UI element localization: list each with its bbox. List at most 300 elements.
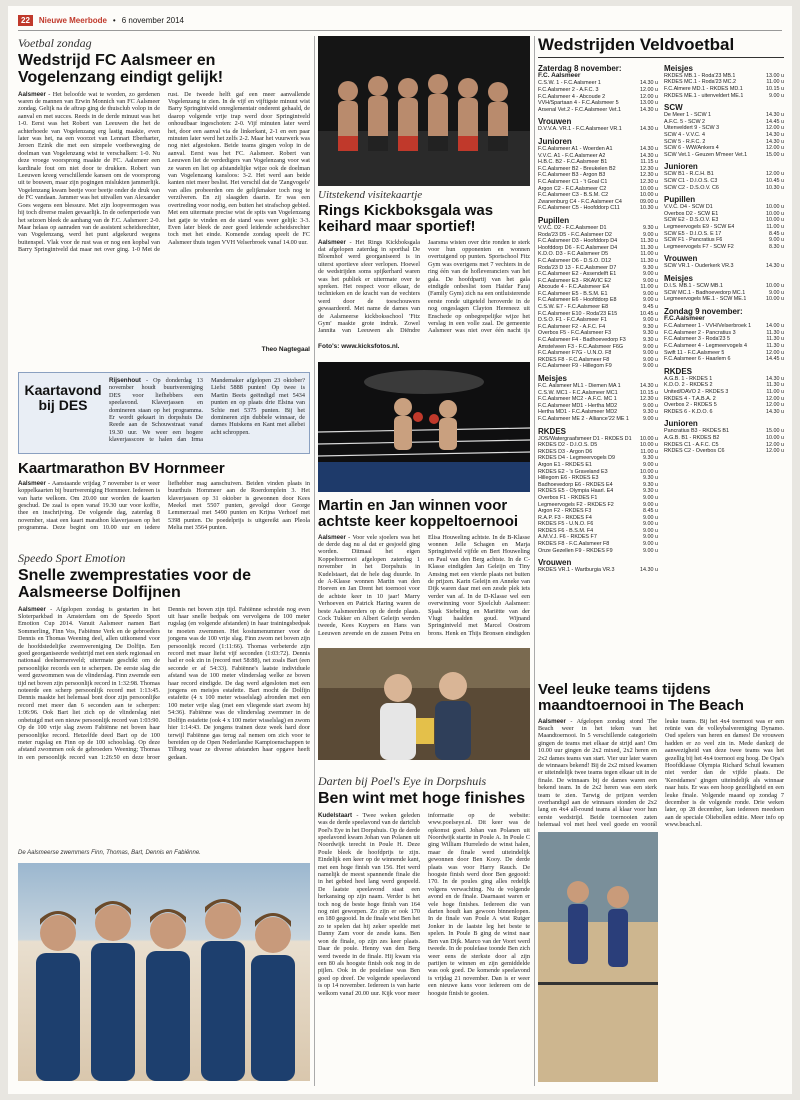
match-time: 10.30 u: [766, 184, 784, 191]
column-divider-left: [314, 36, 315, 1086]
article-voetbal-byline: Theo Nagtegaal: [261, 345, 310, 353]
match-time: 13.00 u: [766, 72, 784, 79]
match-row: [538, 330, 658, 337]
match-time: 9.30 u: [643, 475, 658, 482]
match-row: [664, 185, 784, 192]
match-teams: Roda'23 D5 - F.C.Aalsmeer D2: [538, 231, 612, 238]
match-row: [538, 344, 658, 351]
match-teams: RKDES F6 - B.S.M. F4: [538, 527, 594, 534]
match-teams: Argon C2 - F.C.Aalsmeer C2: [538, 185, 607, 192]
match-time: 8.30 u: [769, 243, 784, 250]
match-time: 8.45 u: [643, 508, 658, 515]
match-time: 15.00 u: [766, 151, 784, 158]
match-time: 10.00 u: [640, 185, 658, 192]
match-time: 10.00 u: [640, 442, 658, 449]
match-time: 9.30 u: [643, 409, 658, 416]
match-row: [538, 383, 658, 390]
match-row: [538, 337, 658, 344]
article-darts-body: [318, 812, 530, 1080]
match-teams: RKDES F8 - F.C.Aalsmeer F8: [538, 356, 610, 363]
results-group-heading: Junioren: [664, 162, 698, 172]
match-time: 14.30 u: [766, 132, 784, 138]
match-row: [538, 304, 658, 311]
match-row: [538, 455, 658, 462]
match-teams: RKDES D4 - Legmeervogels D9: [538, 455, 615, 462]
match-teams: RKDES 4 - T.A.B.A. 2: [664, 395, 716, 402]
match-teams: F.C.Aalsmeer 1 - VVH/Velserbroek 1: [664, 323, 752, 330]
match-time: 9.00 u: [643, 415, 658, 422]
match-time: 10.00 u: [640, 192, 658, 199]
match-row: [664, 171, 784, 178]
match-time: 12.00 u: [766, 441, 784, 448]
match-row: [664, 389, 784, 396]
match-row: [664, 86, 784, 93]
match-time: 12.30 u: [640, 165, 658, 172]
article-beach-lead: Aalsmeer: [538, 717, 566, 725]
match-teams: C.S.W. E7 - F.C.Aalsmeer E8: [538, 304, 609, 311]
match-time: 9.00 u: [643, 541, 658, 548]
article-voetbal-label: Voetbal zondag: [18, 36, 92, 50]
match-teams: F.C.Aalsmeer 4 - Abcoude 2: [538, 93, 606, 100]
results-title: Wedstrijden Veldvoetbal: [538, 36, 784, 58]
kickboxing-ring-photo: [318, 362, 530, 492]
match-teams: RKDES D3 - Argon D6: [538, 448, 593, 455]
match-time: 9.00 u: [643, 534, 658, 541]
match-time: 9.00 u: [769, 237, 784, 244]
match-time: 14.30 u: [766, 263, 784, 270]
match-time: 14.30 u: [766, 375, 784, 382]
match-time: 9.00 u: [643, 231, 658, 238]
match-row: [538, 238, 658, 245]
match-teams: F.C.Aalsmeer E6 - Hoofddorp E8: [538, 297, 617, 304]
match-teams: Argon E1 - RKDES E1: [538, 461, 592, 468]
match-row: [664, 119, 784, 126]
match-time: 12.00 u: [640, 87, 658, 94]
results-group-heading: Meisjes: [664, 273, 693, 283]
article-kaartmarathon-text: - Aanstaande vrijdag 7 november is er weer koppelkaarten bij buurtvereniging Hornmeer. Iedereen is van harte welkom. Om 20.00 uur worden de kaarten geschud. De zaal is open vanaf 19.30 uur voor koffie, thee en inschrijving. De volgende dag, zaterdag 8 november, staat een kaart marathon klaverjassen op het programma. Deze begint om 10.00 uur en iedere liefhebber mag aanschuiven. Beiden vinden plaats in buurthuis Hornmeer aan de Roerdomplein 3. Het klaverjassen op 31 oktober is gewonnen door Kees Meekel met 5507 punten, gevolgd door George Lemmerzaal met 5490 punten en Krijna Verhoef met 5398 punten. De poedelprijs is uitgereikt aan Pleola Melia met 3564 punten.: [18, 479, 310, 532]
match-time: 9.00 u: [643, 547, 658, 554]
match-teams: Badhoevedorp E6 - RKDES E4: [538, 481, 613, 488]
match-row: [664, 244, 784, 251]
match-row: [538, 100, 658, 107]
match-time: 14.45 u: [766, 118, 784, 125]
page-number: 22: [18, 15, 33, 26]
match-teams: V.V.C. D2 - F.C.Aalsmeer D1: [538, 224, 607, 231]
match-teams: Overbos F5 - F.C.Aalsmeer F3: [538, 330, 612, 337]
match-time: 14.30 u: [766, 138, 784, 145]
match-row: [538, 192, 658, 199]
match-row: [664, 237, 784, 244]
match-teams: Legmeervogels F2 - RKDES F2: [538, 501, 614, 508]
match-row: [664, 350, 784, 357]
match-time: 14.30 u: [640, 567, 658, 574]
match-teams: F.C.Aalsmeer 6 - Haarlem 6: [664, 356, 731, 363]
column-divider-right: [534, 36, 535, 1086]
match-teams: Hertha MD1 - F.C.Aalsmeer MD2: [538, 409, 618, 416]
match-time: 12.00 u: [766, 145, 784, 152]
match-time: 9.30 u: [643, 481, 658, 488]
match-teams: A.F.C. 5 - SCW 2: [664, 118, 706, 125]
fighters-group-illustration: [318, 36, 530, 186]
match-row: [538, 107, 658, 114]
match-row: [538, 567, 658, 574]
match-time: 14.30 u: [766, 408, 784, 415]
match-row: [538, 179, 658, 186]
match-row: [538, 146, 658, 153]
match-row: [538, 278, 658, 285]
match-teams: SCW MC.1 - Badhoevedorp MC.1: [664, 289, 746, 296]
match-row: [538, 324, 658, 331]
match-row: [664, 145, 784, 152]
match-row: [538, 205, 658, 212]
match-teams: Zwanenburg C4 - F.C.Aalsmeer C4: [538, 198, 622, 205]
match-teams: F.C.Aalsmeer MD1 - Hertha MD2: [538, 402, 618, 409]
match-time: 12.00 u: [640, 93, 658, 100]
article-kaartavond-lead: Rijsenhout: [109, 377, 141, 384]
results-group-heading: Vrouwen: [538, 117, 572, 127]
match-row: [664, 93, 784, 100]
match-teams: F.C.Aalsmeer C5 - Hoofddorp C11: [538, 205, 620, 212]
beach-volleyball-photo: [538, 832, 658, 1082]
match-time: 11.15 u: [640, 159, 658, 166]
article-kaartmarathon-body: [18, 480, 310, 542]
match-time: 13.00 u: [640, 100, 658, 107]
match-teams: Hoofddorp D6 - F.C.Aalsmeer D4: [538, 244, 618, 251]
results-group-heading: Zaterdag 8 november:: [538, 63, 622, 73]
match-row: [538, 153, 658, 160]
match-time: 11.00 u: [640, 448, 658, 455]
results-group-heading: RKDES: [538, 426, 567, 436]
article-kaartmarathon: [18, 461, 310, 546]
article-voetbal: [18, 36, 310, 371]
match-time: 9.30 u: [643, 488, 658, 495]
match-teams: SCW E5 - D.I.O.S. E 17: [664, 230, 722, 237]
results-group-heading: Zondag 9 november:: [664, 306, 743, 316]
publication-name: Nieuwe Meerbode: [38, 15, 107, 25]
match-teams: Amstelveen F3 - F.C.Aalsmeer F6G: [538, 343, 624, 350]
match-teams: F.C.Aalsmeer E10 - Roda'23 E15: [538, 310, 618, 317]
match-time: 9.00 u: [769, 92, 784, 99]
article-darts-text: - Twee weken geleden was de derde speelavond van de dartclub Poel's Eye in het Dorpshuis. Op de derde speelavond kwam Johan van Polanen uit Noordwijk terecht in Poule H. Deze Poule bleek de hoofdprijs te zijn. Eindelijk een keer op de winnende kant, met een hoge finish van 156. Het werd namelijk de meest spannende finale die in het gebied heel lang werd gespeeld. De laatste speelavond staat een herkansing op zijn naam. Verder is het toch nog de beste hoge finish van 164 nog niet geworpen. Zo zijn er ook 170 en 180 gegooid. In de finale wist Ben het zo te spelen dat hij zeker speelde met Danny Zam voor de zesde kans. Ben won de finale, op zijn zes keer plaats. Daar de poule. Henny van den Berg werd tweede in de finale. Hij kwam via een 80 als hoogste finish ook nog in de pijlen. Ook in de poulefase was Ben goed op dreef. De volgende speelavond is op 14 november. Iedereen is van harte welkom vanaf 20.00 uur. Kijk voor meer informatie op de website: www.poelseye.nl. Dit keer was de opkomst goed. Johan van Polanen uit Noordwijk startte in Poule A. In Poule C ging William Hurreledo de winst halen, maar de finale werd uiteindelijk gewonnen door Ben Kooy. De derde plaats was voor Harry Rauch. De hoogste finish werd door Ben gegooid: 170. In de poules ging alles redelijk volgens verwachting. Nu de volgende avond en de finale. Daarnaast waren er vele hoge finishes. Iedereen die van darten houdt kan gewoon binnenlopen. In de finale van Poule A wist Rutger Jonker in de laatste leg het beste te spelen. In Poule B ging de winst naar Ben van Dijk. Marco van der Voort werd tweede. In de poulefase toonde Ben zich weer eens de sterkste door al zijn partijen te winnen en zijn gemiddelde was ook goed. De komende speelavond is vrijdag 21 november. Dan is er weer een nieuwe kans voor iedereen om de hoogste finish te gooien.: [318, 811, 530, 997]
match-teams: SCW E2 - D.S.O.V. E3: [664, 217, 719, 224]
match-row: [664, 296, 784, 303]
match-row: [538, 502, 658, 509]
match-row: [664, 204, 784, 211]
match-row: [538, 350, 658, 357]
match-time: 14.45 u: [766, 356, 784, 363]
match-time: 12.00 u: [766, 171, 784, 178]
match-row: [538, 265, 658, 272]
match-time: 10.00 u: [766, 435, 784, 441]
article-kickboxing-title: Rings Kickboksgala was keihard maar sportief!: [318, 202, 494, 235]
match-row: [538, 482, 658, 489]
match-row: [664, 330, 784, 337]
article-swim-text: - Afgelopen zondag is gestarten in het Sloterparkbad in Amsterdam om de Speedo Sport Emotion Cup 2014. Vanuit Aalsmeer namen Bart Sommerling, Finn Vos, Fabiënne Verk en de gebroeders Dennis en Thomas Weening deel, allen uitkomend voor de hoofdstedelijke zwemvereniging De Dolfijn. Een goed georganiseerde wedstrijd met een sterk regionaal en nationaal deelnemersveld; uitermate geschikt om de persoonlijke records een te scherpen. De eerste slag die werd gezwommen was de vlinderslag. Finn zwemde een tijd net boven zijn persoonlijk record in 1:32:98. Thomas noteerde een scherp persoonlijk record met 1:13:45. Dennis maakte het helemaal bont door zijn persoonlijke record met meer dan 6 seconden aan te scherpen: 1:06:96. Ook Bart liet zich op de vlinderslag niet onbetuigd met een nieuw persoonlijk record van 1:03:90. Op de 100 vrije slag zwom Fabiënne net boven haar persoonlijke record. Hetzelfde deed Bart op de 100 meter rugslag en Finn op de 100 schoolslag. Op deze afstand zwommen ook de gebroeders Weening; Thomas in een persoonlijk record van 1:26:50 en deze broer Dennis net boven zijn tijd. Fabiënne schreide nog even uit haar snelle bedpak om vervolgens de 100 meter rugslag (en volgende afstanden) in haar trainingsbedpak te moeten zwemmen. Het kostumenummer voor de jongens was de 100 vrije slag. Finn zwom net boven zijn persoonlijk record (1:11:66). Thomas verbeterde zijn record met maar liefst vijf seconden (1:03:72). Dennis had er ook zin in (record met 58:88), net zoals Bart (een seconde er af 54:33). Fabiënne's laatste individuele afstand was de 100 meter vlinderslag welke ze boven haar record eindigde. De dag werd afgesloten met een jongens en meisjes estafette. Bart mocht de Dolfijn estafette (4 x 100 meter wisselslag) afronden met een 100 meter vrije slag (met een vliegende start zwom hij 54:36). Fabiënne was de vlinderslag zwemmer in de Dolfijn estafette (ook 4 x 100 meter wisselslag) en zwom hier 1:14:43. De jongens trainen deze week hard door terwijl Fabiënne gas terug zal nemen om zich voor te bereiden op de Open Nederlandse Kampioenschappen te Tilburg waar ze diverse afstanden haar opgave heeft gedaan.: [18, 605, 310, 761]
match-time: 12.00 u: [766, 125, 784, 132]
match-row: [664, 402, 784, 409]
match-row: [664, 231, 784, 238]
match-row: [538, 469, 658, 476]
match-time: 12.00 u: [766, 402, 784, 409]
match-time: 8.45 u: [769, 230, 784, 237]
match-row: [538, 449, 658, 456]
match-teams: F.C.Aalsmeer C3 - B.S.M. C2: [538, 192, 609, 199]
match-row: [538, 475, 658, 482]
match-time: 9.00 u: [643, 521, 658, 528]
match-row: [664, 448, 784, 455]
article-koppeltoernooi: [318, 498, 530, 768]
match-row: [538, 186, 658, 193]
match-time: 10.00 u: [766, 282, 784, 289]
match-teams: F.C.Aalsmeer 2 - A.F.C. 3: [538, 87, 599, 94]
match-time: 10.15 u: [766, 86, 784, 93]
match-row: [538, 284, 658, 291]
match-teams: Legmeervogels F7 - SCW F2: [664, 243, 734, 250]
results-column-2: [664, 60, 784, 574]
article-swim-lead: Aalsmeer: [18, 605, 46, 613]
match-time: 10.00 u: [640, 468, 658, 475]
results-group-heading: Meisjes: [664, 63, 693, 73]
match-row: [538, 271, 658, 278]
article-kaartavond-body: [109, 377, 305, 449]
results-column-1: [538, 60, 658, 574]
article-voetbal-text: - Het beloofde wat te worden, zo gerdenen waren de mannen van Erwin Monnich van FC Aalsmeer zondag. Gelijk na de aftrap ging de thuisclub volop in de aanval en met succes. Reeds in de derde minuut was het 1-0. Eerst was het Robert van Leeuwen die het de achterhoede van Vogelenzang erg lastig maakte, even later was het, na een voorzet van Lennart Eberharter, Jeroen Ezink die met een simpele voetbeweging de doelman van Vogelenzang wist te verschalken: 1-0. Nu deze vroege voorsprong maakte de FC. Aalsmeer een kardinale fout om niet door te drukken. Robert van Leeuwen kreeg verschillende kansen om de voorsprong uit te bouwen, maar zijn pogingen mislukten jammerlijk. Vogelenzang kwam beetje voor beetje onder de druk van de FC vandaan. Jammer was het uitvallen van Alexander Goes wegens een blessure. Met zijn loopvermogen was hij toch diverse malen gevaarlijk. In de oefenperiode van het seizoen bleek de aanhang van de F.C. Aalsmeer: 2-0. Maar helaas op aanraden van de assistent scheidsrechter, van Vogelenzang, werd het punt afgekeurd wegens buitenspel. Vlak voor de rust was er nog een kopbal van Barry Springintveld dat maar net over ging. 1-0 Met de rust. De tweede helft gaf een meer aanvallende Vogelenzang te zien. In de vijf en vijftigste minuut wist Barry Springintveld onreglementair onderent gehaald, de daarop volgende vrije trap werd door Springintveld onhoudbaar ingeschoten: 2-0. Vijf minuten later werd het, door een aanval via de linkerkant, 2-1 en een paar minuten later werd het zelfs 2-2. Maar het vuurwerk was nog niet afgestoken. Beide teams gingen volop in de aanval. Eerst was het FC. Aalsmeer. Robert van Leeuwen liet de verdedigers van Vogelenzang voor wat ze waren en liet op afstandelijke wijze ook de doelman van Vogelenzang kansloos: 3-2. Het werd aan beide kanten niet meer beslist. Het verschil dat de 'Zangvogels' van alles probeerden om de gelijkmaker toch nog te verzilveren. En zij slaagden daarin. Er was een overtreding voor nodig, een buiten het strafschop gebied. Met een uitermate precise wist de spits van Vogelenzang het gatje te vinden en de stand was weer gelijk: 3-3. Even later bleek de zeer goed leidende scheidsrechter toch met het einde. Komende zondag speelt de FC Aalsmeer thuis tegen VVH Velserbroek vanaf 14.00 uur.: [18, 90, 310, 254]
match-row: [664, 139, 784, 146]
match-time: 9.00 u: [769, 289, 784, 296]
match-time: 9.00 u: [643, 527, 658, 534]
match-time: 11.30 u: [640, 244, 658, 251]
match-time: 11.30 u: [766, 336, 784, 343]
match-time: 9.00 u: [643, 356, 658, 363]
match-row: [538, 297, 658, 304]
match-time: 14.30 u: [640, 383, 658, 389]
match-teams: SCW Vet.1 - Geuzen M'meer Vet.1: [664, 151, 748, 158]
match-teams: SCW 6 - WW/Ankers 4: [664, 145, 719, 152]
article-darts: [318, 774, 530, 1086]
match-row: [664, 409, 784, 416]
article-koppeltoernooi-body: [318, 534, 530, 642]
match-teams: Uitenveldert 9 - SCW 3: [664, 125, 720, 132]
match-row: [538, 357, 658, 364]
match-time: 11.00 u: [640, 284, 658, 291]
match-teams: F.C.Aalsmeer E3 - RKAVIC E2: [538, 277, 611, 284]
match-time: 9.00 u: [643, 494, 658, 501]
match-time: 9.00 u: [643, 271, 658, 278]
match-row: [538, 534, 658, 541]
match-teams: F.C.Almere MD.1 - RKDES MD.1: [664, 86, 743, 93]
match-time: 14.30 u: [766, 112, 784, 119]
match-row: [664, 435, 784, 442]
beach-players-illustration: [538, 832, 658, 1082]
match-row: [664, 356, 784, 363]
match-time: 11.30 u: [766, 343, 784, 350]
match-row: [664, 112, 784, 119]
match-row: [538, 94, 658, 101]
match-time: 11.00 u: [766, 79, 784, 86]
match-row: [664, 178, 784, 185]
match-teams: D.S.O. F1 - F.C.Aalsmeer F1: [538, 317, 607, 324]
match-teams: C.S.W. MC1 - F.C.Aalsmeer MC1: [538, 389, 618, 396]
match-teams: F.C.Aalsmeer B3 - Argon B3: [538, 172, 606, 179]
match-time: 11.00 u: [766, 223, 784, 230]
match-row: [538, 462, 658, 469]
match-teams: De Meer 1 - SCW 1: [664, 112, 712, 119]
match-time: 11.00 u: [766, 389, 784, 396]
match-row: [538, 548, 658, 555]
match-teams: Overbos D2 - SCW E1: [664, 210, 719, 217]
match-row: [538, 126, 658, 133]
results-group-heading: RKDES: [664, 366, 693, 376]
match-time: 15.00 u: [766, 428, 784, 435]
match-time: 9.00 u: [643, 350, 658, 357]
match-teams: R.A.P. F3 - RKDES F4: [538, 514, 592, 521]
match-time: 9.30 u: [643, 337, 658, 344]
match-row: [538, 159, 658, 166]
kickboxing-group-photo: [318, 36, 530, 186]
match-time: 14.30 u: [640, 152, 658, 159]
match-time: 9.00 u: [643, 317, 658, 324]
match-teams: D.I.S. MB.1 - SCW MB.1: [664, 282, 724, 289]
match-teams: RKDES C2 - Overbos C6: [664, 448, 725, 455]
swimmers-illustration: [18, 863, 310, 1081]
match-time: 9.30 u: [643, 330, 658, 337]
match-row: [664, 211, 784, 218]
match-teams: K.D.O. D3 - F.C.Aalsmeer D5: [538, 251, 609, 258]
match-teams: F.C. Aalsmeer ML1 - Diemen MA 1: [538, 383, 621, 389]
match-row: [538, 258, 658, 265]
header-rule: [18, 30, 782, 31]
match-teams: K.D.O. 2 - RKDES 2: [664, 382, 713, 389]
match-row: [664, 343, 784, 350]
match-row: [664, 283, 784, 290]
match-teams: Hillegom E6 - RKDES E3: [538, 475, 599, 482]
match-time: 10.00 u: [766, 217, 784, 224]
article-darts-lead: Kudelstaart: [318, 811, 353, 819]
ring-fight-illustration: [318, 362, 530, 492]
match-row: [664, 382, 784, 389]
article-koppeltoernooi-lead: Aalsmeer: [318, 533, 346, 541]
match-teams: Legmeervogels ME.1 - SCW ME.1: [664, 296, 747, 303]
match-teams: JOS/Watergraafsmeer D1 - RKDES D1: [538, 435, 632, 442]
match-teams: F.C.Aalsmeer 2 - Pancratius 3: [664, 329, 736, 336]
match-time: 10.00 u: [766, 210, 784, 217]
match-teams: Pancratius B3 - RKDES B1: [664, 428, 730, 435]
match-teams: F.C.Aalsmeer F4 - Badhoevedorp F3: [538, 337, 626, 344]
match-teams: RKDES VR.1 - Wartburgia VR.3: [538, 567, 615, 574]
results-group-heading: Junioren: [538, 137, 572, 146]
match-time: 10.00 u: [766, 204, 784, 211]
match-time: 9.00 u: [643, 402, 658, 409]
match-row: [664, 336, 784, 343]
match-teams: Onze Gezellen F9 - RKDES F9: [538, 547, 613, 554]
match-row: [538, 495, 658, 502]
match-time: 14.30 u: [640, 106, 658, 113]
match-teams: United/DAVO 2 - RKDES 3: [664, 389, 729, 396]
match-teams: SCW 5 - R.F.C. 2: [664, 138, 706, 145]
match-time: 11.30 u: [766, 329, 784, 336]
match-teams: RKDES MC.1 - Roda'23 MC.2: [664, 79, 737, 86]
match-teams: SCW 4 - V.V.C. 4: [664, 132, 705, 138]
article-swim-label: Speedo Sport Emotion: [18, 551, 126, 565]
match-row: [538, 291, 658, 298]
match-teams: Roda'23 D 13 - F.C.Aalsmeer D7: [538, 264, 617, 271]
match-teams: Overbos 2 - RKDES 5: [664, 402, 717, 409]
match-row: [664, 217, 784, 224]
match-row: [538, 442, 658, 449]
match-row: [664, 442, 784, 449]
article-voetbal-title: Wedstrijd FC Aalsmeer en Vogelenzang eindigt gelijk!: [18, 52, 224, 86]
match-row: [664, 323, 784, 330]
match-time: 9.00 u: [643, 461, 658, 468]
match-time: 12.00 u: [766, 349, 784, 356]
match-teams: Legmeervogels E9 - SCW E4: [664, 223, 735, 230]
match-row: [664, 73, 784, 80]
results-group-subheading: F.C.Aalsmeer: [664, 314, 705, 322]
match-row: [664, 224, 784, 231]
results-group-heading: SCW: [664, 103, 683, 113]
article-koppeltoernooi-text: - Voor vele sjoelers was het de derde dag nu al dat er gesjoeld ging worden. Ditmaal het eigen Koppeltoernooi afgelopen zaterdag 1 november in het Dorpshuis in Kudelstaart, dat de hele dag duurde. In de A-Klasse wonnen Martin van den Hoeven en Jan Drent het toernooi voor de achtste keer in 10 jaar! Marry Verhoeven en Patrick Haring waren de beste Aalsmeerders op de derde plaats. Cock Tukker en Albert Geleijn werden tweede, Kees Kuypers en Hans van Leeuwen zevende en de zussen Petra en Elisa Houweling achtste. In de B-Klasse wonnen Jelle Schagen en Marja Springintveld vijfde en Bert Houweling en Paul van den Berg achtste. In de C-Klasse eindigden Jan Geleijn en Tiny Amsing met een vierde plaats net buiten de prijzen. Karin Geleijn en Anneke van Dijk waren daar met een zesde plek iets verder van af. In de D-Klasse wel een overwinning voor Sjoelclub Aalsmeer: Sjaak Siebeling en Mariëtte van der Vlugt haalden goud. Wijnand Springintveld met Marcel Oostrom brons. Henk en Thijs Bronsen eindigden: [318, 533, 530, 637]
match-teams: F.C.Aalsmeer 3 - Roda'23 5: [664, 336, 731, 343]
match-teams: RKDES F5 - U.N.O. F6: [538, 521, 594, 528]
newspaper-page: [8, 6, 792, 1094]
match-row: [538, 528, 658, 535]
match-teams: C.S.W. 1 - F.C.Aalsmeer 1: [538, 80, 601, 87]
match-time: 12.30 u: [640, 396, 658, 403]
article-beach-title: Veel leuke teams tijdens maandtoernooi in The Beach: [538, 682, 744, 714]
match-teams: SCW B1 - R.C.H. B1: [664, 171, 714, 178]
match-teams: F.C.Aalsmeer ME 2 - Alliance'22 ME 1: [538, 415, 629, 422]
match-time: 10.45 u: [766, 177, 784, 184]
match-time: 11.30 u: [766, 382, 784, 389]
match-row: [538, 87, 658, 94]
match-teams: F.C.Aalsmeer F9 - Hillegom F9: [538, 363, 612, 370]
match-row: [664, 428, 784, 435]
match-row: [538, 396, 658, 403]
match-row: [538, 166, 658, 173]
match-row: [538, 403, 658, 410]
bullet: •: [112, 15, 116, 25]
match-time: 12.30 u: [640, 178, 658, 185]
match-row: [538, 232, 658, 239]
match-teams: RKDES ME.1 - uitenveldert ME.1: [664, 92, 744, 99]
match-teams: V.V.C. D4 - SCW D1: [664, 204, 713, 211]
match-row: [538, 541, 658, 548]
results-veldvoetbal: [538, 36, 784, 676]
article-kickboxing: [318, 189, 530, 359]
article-voetbal-lead: Aalsmeer: [18, 90, 46, 98]
match-teams: F.C.Aalsmeer B2 - Breukelen B2: [538, 165, 616, 172]
match-row: [538, 390, 658, 397]
match-teams: Overbos F1 - RKDES F1: [538, 494, 598, 501]
match-row: [538, 311, 658, 318]
match-row: [538, 251, 658, 258]
results-group-heading: Vrouwen: [664, 254, 698, 264]
match-teams: F.C.Aalsmeer F2 - A.F.C. F4: [538, 323, 606, 330]
match-time: 12.30 u: [640, 172, 658, 179]
match-row: [538, 363, 658, 370]
match-time: 10.15 u: [640, 389, 658, 396]
match-teams: V.V.C. A1 - F.C.Aalsmeer A2: [538, 152, 606, 159]
match-teams: F.C.Aalsmeer MC2 - A.F.C. MC 1: [538, 396, 617, 403]
match-row: [664, 290, 784, 297]
match-time: 14.00 u: [766, 323, 784, 330]
match-teams: F.C.Aalsmeer 4 - Legmeervogels 4: [664, 343, 747, 350]
match-row: [538, 488, 658, 495]
results-group-heading: Vrouwen: [538, 558, 572, 568]
match-row: [538, 515, 658, 522]
article-darts-label: Darten bij Poel's Eye in Dorpshuis: [318, 774, 487, 788]
article-beach-text: - Afgelopen zondag stond The Beach weer in het teken van het Maandtoernooi. In 5 verschillende categorieën gingen de teams met elkaar de strijd aan! Om 10.00 uur gingen de 2x2 mixed, 2x2 heren en 2x2 dames teams van start. Vier uur later waren de winnaars bekend! Bij de 2x2 mixed kwamen er uiteindelijk twee teams tegen elkaar uit in de finale. De winnaars bij de dames waren een bekend team. In de 2x2 heren was een sterk team te zien. Tarwig de prijzen werden overhandigd aan de winnaars stonden de 2x2 lang en 4x4 all-round teams al klaar voor hun eerste wedstrijd. Beide toernooien zaten helemaal vol met heel veel goede en voorál leuke teams. Bij het 4x4 toernooi was er een reünie van de volleybalvereniging Dynamo. Oud spelers van heren en dames! De vrouwen hadden er zo veel zin in. Mede dankzij de aanwezigheid van deze twee teams was het gezellig bij het 4x4 toernooi erg hoog. De Opa's Hoofdklasse Olympia Richard Schuil kwamen niet verder dan de vijfde plaats. De 'Kerstdames' gingen uiteindelijk als winnaar naar huis. Er was een hoop gezelligheid en een leuke finale. Volgende maand op zondag 7 december is de volgende ronde. Drie weken later, op 28 december, kan iedereen meedoen aan de speciale Oliebollen editie. Meer info op www.beach.nl.: [538, 717, 784, 829]
